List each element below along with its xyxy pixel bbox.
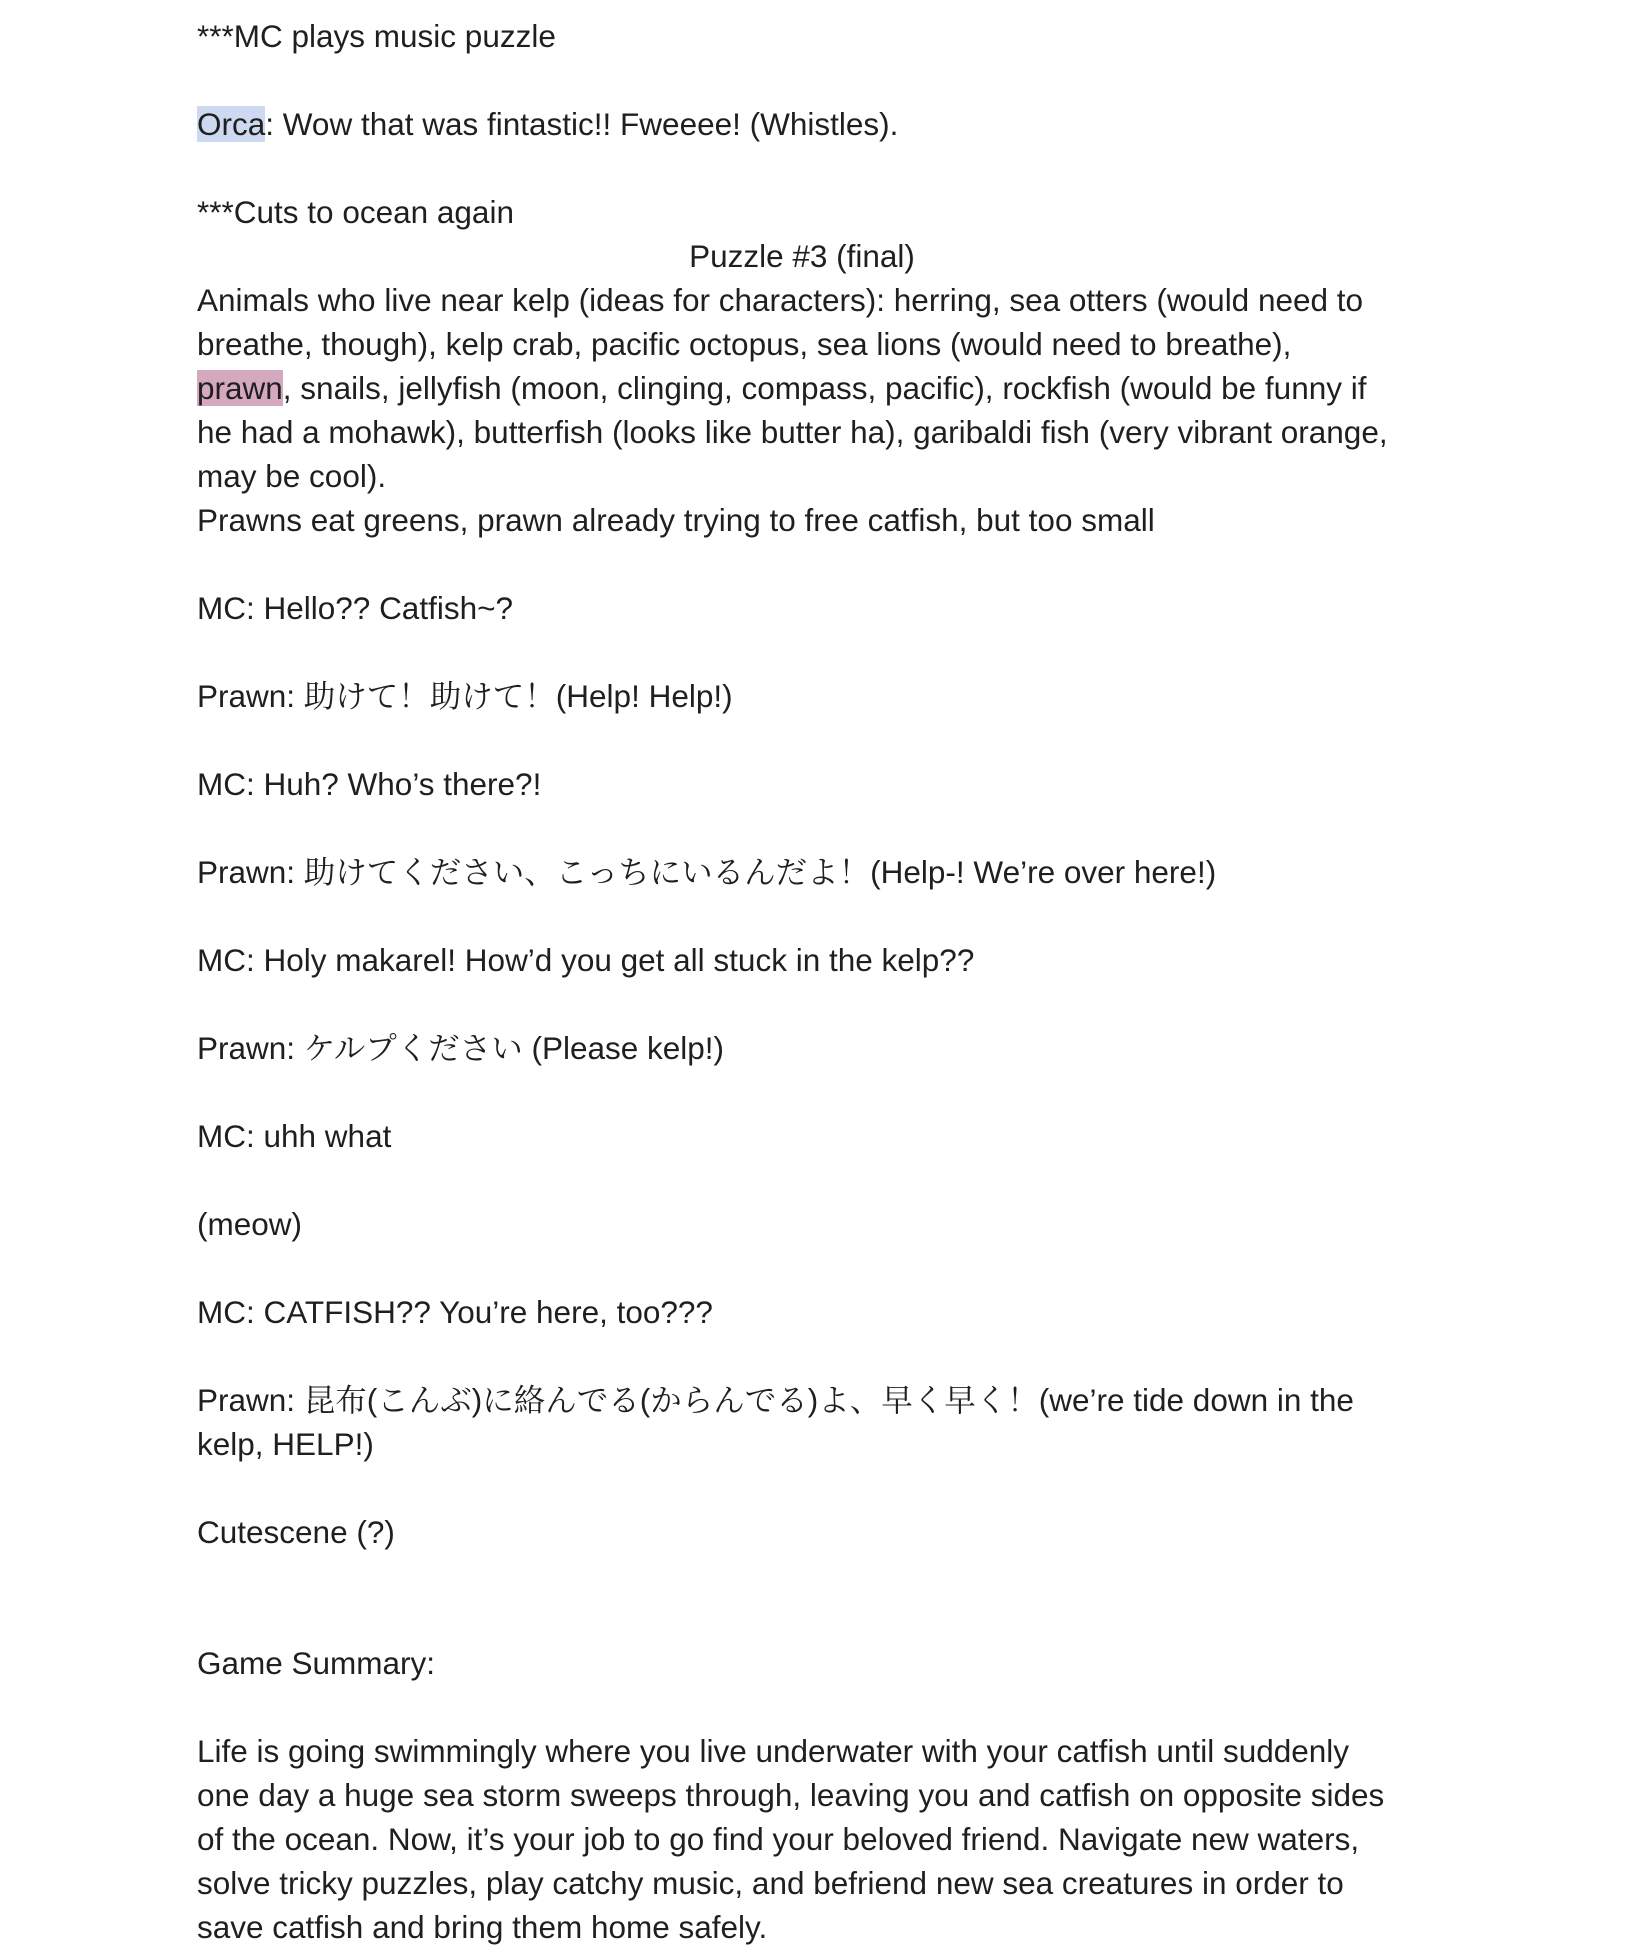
blank-line — [197, 1334, 1447, 1378]
dialogue-line: MC: Hello?? Catfish~? — [197, 590, 514, 626]
notes-line-4: he had a mohawk), butterfish (looks like butter ha), garibaldi fish (very vibrant orange, — [197, 414, 1388, 450]
blank-line — [197, 1246, 1447, 1290]
orca-name-highlight: Orca — [197, 106, 266, 142]
stage-direction-music: ***MC plays music puzzle — [197, 18, 556, 54]
summary-line: of the ocean. Now, it’s your job to go find your beloved friend. Navigate new waters, — [197, 1821, 1360, 1857]
prawn-highlight: prawn — [197, 370, 283, 406]
prawn-last-line-1: Prawn: 昆布(こんぶ)に絡んでる(からんでる)よ、早く早く！(we’re tide down in the — [197, 1382, 1354, 1418]
blank-line — [197, 894, 1447, 938]
notes-line-5: may be cool). — [197, 458, 387, 494]
blank-line — [197, 982, 1447, 1026]
dialogue-line: (meow) — [197, 1206, 303, 1242]
blank-line — [197, 1158, 1447, 1202]
blank-line — [197, 1466, 1447, 1510]
notes-line-3-rest: , snails, jellyfish (moon, clinging, compass, pacific), rockfish (would be funny if — [282, 370, 1367, 406]
summary-line: Life is going swimmingly where you live underwater with your catfish until suddenly — [197, 1733, 1350, 1769]
puzzle-heading: Puzzle #3 (final) — [689, 238, 915, 274]
blank-gap — [197, 1554, 1447, 1641]
blank-line — [197, 630, 1447, 674]
blank-line — [197, 542, 1447, 586]
dialogue-line: Prawn: ケルプください (Please kelp!) — [197, 1030, 725, 1066]
blank-line — [197, 806, 1447, 850]
dialogue-line: MC: Huh? Who’s there?! — [197, 766, 542, 802]
blank-line — [197, 1685, 1447, 1729]
notes-line-1: Animals who live near kelp (ideas for characters): herring, sea otters (would need to — [197, 282, 1364, 318]
notes-line-6: Prawns eat greens, prawn already trying to free catfish, but too small — [197, 502, 1155, 538]
dialogue-line: MC: Holy makarel! How’d you get all stuck in the kelp?? — [197, 942, 975, 978]
dialogue-line: Prawn: 助けて！助けて！(Help! Help!) — [197, 678, 733, 714]
document-body — [197, 14, 1447, 1949]
dialogue-line: MC: uhh what — [197, 1118, 392, 1154]
orca-dialogue — [197, 102, 1447, 146]
summary-line: save catfish and bring them home safely. — [197, 1909, 768, 1945]
dialogue-line: MC: CATFISH?? You’re here, too??? — [197, 1294, 713, 1330]
summary-line: one day a huge sea storm sweeps through, leaving you and catfish on opposite sides — [197, 1777, 1385, 1813]
summary-heading: Game Summary: — [197, 1645, 436, 1681]
blank-line — [197, 146, 1447, 190]
blank-line — [197, 1070, 1447, 1114]
cutscene-note: Cutescene (?) — [197, 1514, 395, 1550]
summary-line: solve tricky puzzles, play catchy music, and befriend new sea creatures in order to — [197, 1865, 1344, 1901]
dialogue-line: Prawn: 助けてください、こっちにいるんだよ！(Help-! We’re over here!) — [197, 854, 1217, 890]
blank-line — [197, 718, 1447, 762]
prawn-last-line-2: kelp, HELP!) — [197, 1426, 374, 1462]
notes-line-2: breathe, though), kelp crab, pacific octopus, sea lions (would need to breathe), — [197, 326, 1292, 362]
orca-line-text: : Wow that was fintastic!! Fweeee! (Whistles). — [265, 106, 899, 142]
notes-line-3 — [197, 366, 1447, 410]
blank-line — [197, 58, 1447, 102]
stage-direction-ocean: ***Cuts to ocean again — [197, 194, 514, 230]
